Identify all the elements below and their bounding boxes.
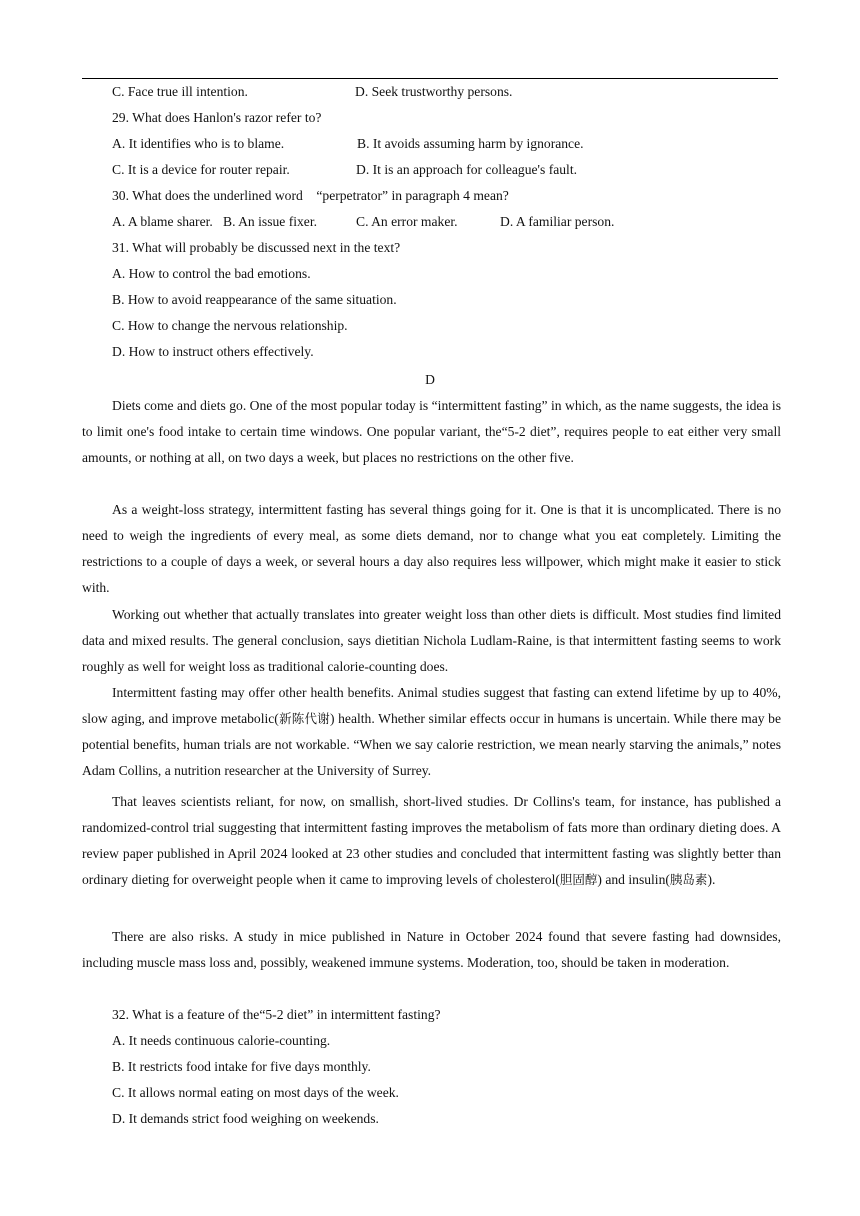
q30-option-b: B. An issue fixer. bbox=[223, 214, 318, 229]
q29-option-b: B. It avoids assuming harm by ignorance. bbox=[357, 136, 584, 151]
q30-options-row bbox=[112, 213, 615, 231]
q29-stem: 29. What does Hanlon's razor refer to? bbox=[112, 110, 322, 125]
paragraph-5-text-a: That leaves scientists reliant, for now, on smallish, short-lived studies. Dr Collins's team, for instance, has published a randomized-control trial suggesting that intermittent fasting improves the metabolism of fats more than ordinary dieting does. A review paper published in April 2024 looked at 23 other studies and concluded that intermittent fasting was slightly better than ordinary dieting for overweight people when it came to improving levels of cholesterol( bbox=[82, 794, 781, 888]
passage-paragraph-1: Diets come and diets go. One of the most popular today is “intermittent fasting” in which, as the name suggests, the idea is to limit one's food intake to certain time windows. One popular variant, the“5-2 diet”, requires people to eat either very small amounts, or nothing at all, on two days a week, but places no restrictions on the other five. bbox=[82, 398, 781, 466]
q29-option-c: C. It is a device for router repair. bbox=[112, 162, 290, 177]
chinese-gloss-cholesterol: 胆固醇 bbox=[559, 872, 598, 888]
q28-option-d: D. Seek trustworthy persons. bbox=[355, 84, 513, 99]
q29-options-row-1 bbox=[112, 135, 584, 153]
section-d-heading: D bbox=[425, 372, 435, 387]
q31-option-b: B. How to avoid reappearance of the same situation. bbox=[112, 292, 397, 307]
chinese-gloss-insulin: 胰岛素 bbox=[669, 872, 708, 888]
q30-option-d: D. A familiar person. bbox=[500, 214, 615, 229]
q32-option-d: D. It demands strict food weighing on weekends. bbox=[112, 1111, 379, 1126]
passage-paragraph-2: As a weight-loss strategy, intermittent fasting has several things going for it. One is that it is uncomplicated. There is no need to weigh the ingredients of every meal, as some diets demand, nor to change what you eat completely. Limiting the restrictions to a couple of days a week, or several hours a day also requires less willpower, which might make it easier to stick with. bbox=[82, 502, 781, 596]
q31-stem: 31. What will probably be discussed next in the text? bbox=[112, 240, 401, 255]
q30-option-a: A. A blame sharer. bbox=[112, 214, 213, 229]
header-rule bbox=[82, 78, 778, 79]
paragraph-5-text-c: ). bbox=[707, 872, 716, 888]
q29-options-row-2 bbox=[112, 161, 577, 179]
q29-option-a: A. It identifies who is to blame. bbox=[112, 136, 285, 151]
q31-option-d: D. How to instruct others effectively. bbox=[112, 344, 314, 359]
passage-paragraph-3: Working out whether that actually translates into greater weight loss than other diets is difficult. Most studies find limited data and mixed results. The general conclusion, says dietitian Nichola Ludlam-Raine, is that intermittent fasting seems to work roughly as well for weight loss as traditional calorie-counting does. bbox=[82, 607, 781, 675]
q32-stem: 32. What is a feature of the“5-2 diet” in intermittent fasting? bbox=[112, 1007, 441, 1022]
paragraph-4-text-a: Intermittent fasting may offer other health benefits. Animal studies suggest that fasting can extend lifetime by up to 40%, slow aging, and improve metabolic( bbox=[82, 685, 781, 727]
passage-paragraph-4 bbox=[82, 680, 781, 784]
q29-option-d: D. It is an approach for colleague's fault. bbox=[356, 162, 577, 177]
q32-option-c: C. It allows normal eating on most days of the week. bbox=[112, 1085, 399, 1100]
passage-paragraph-5 bbox=[82, 789, 781, 893]
q31-option-c: C. How to change the nervous relationship. bbox=[112, 318, 348, 333]
passage-paragraph-6: There are also risks. A study in mice published in Nature in October 2024 found that severe fasting had downsides, including muscle mass loss and, possibly, weakened immune systems. Moderation, too, should be taken in moderation. bbox=[82, 929, 781, 971]
q30-stem: 30. What does the underlined word “perpetrator” in paragraph 4 mean? bbox=[112, 188, 509, 203]
paragraph-5-text-b: ) and insulin( bbox=[597, 872, 670, 888]
q30-option-c: C. An error maker. bbox=[356, 214, 458, 229]
q31-option-a: A. How to control the bad emotions. bbox=[112, 266, 311, 281]
q28-options-row bbox=[112, 83, 513, 101]
q32-option-b: B. It restricts food intake for five days monthly. bbox=[112, 1059, 371, 1074]
q28-option-c: C. Face true ill intention. bbox=[112, 84, 248, 99]
chinese-gloss-metabolic: 新陈代谢 bbox=[278, 711, 330, 727]
paragraph-4-text-b: ) health. Whether similar effects occur in humans is uncertain. While there may be potential benefits, human trials are not workable. “When we say calorie restriction, we mean nearly starving the animals,” notes Adam Collins, a nutrition researcher at the University of Surrey. bbox=[82, 711, 781, 779]
q32-option-a: A. It needs continuous calorie-counting. bbox=[112, 1033, 331, 1048]
